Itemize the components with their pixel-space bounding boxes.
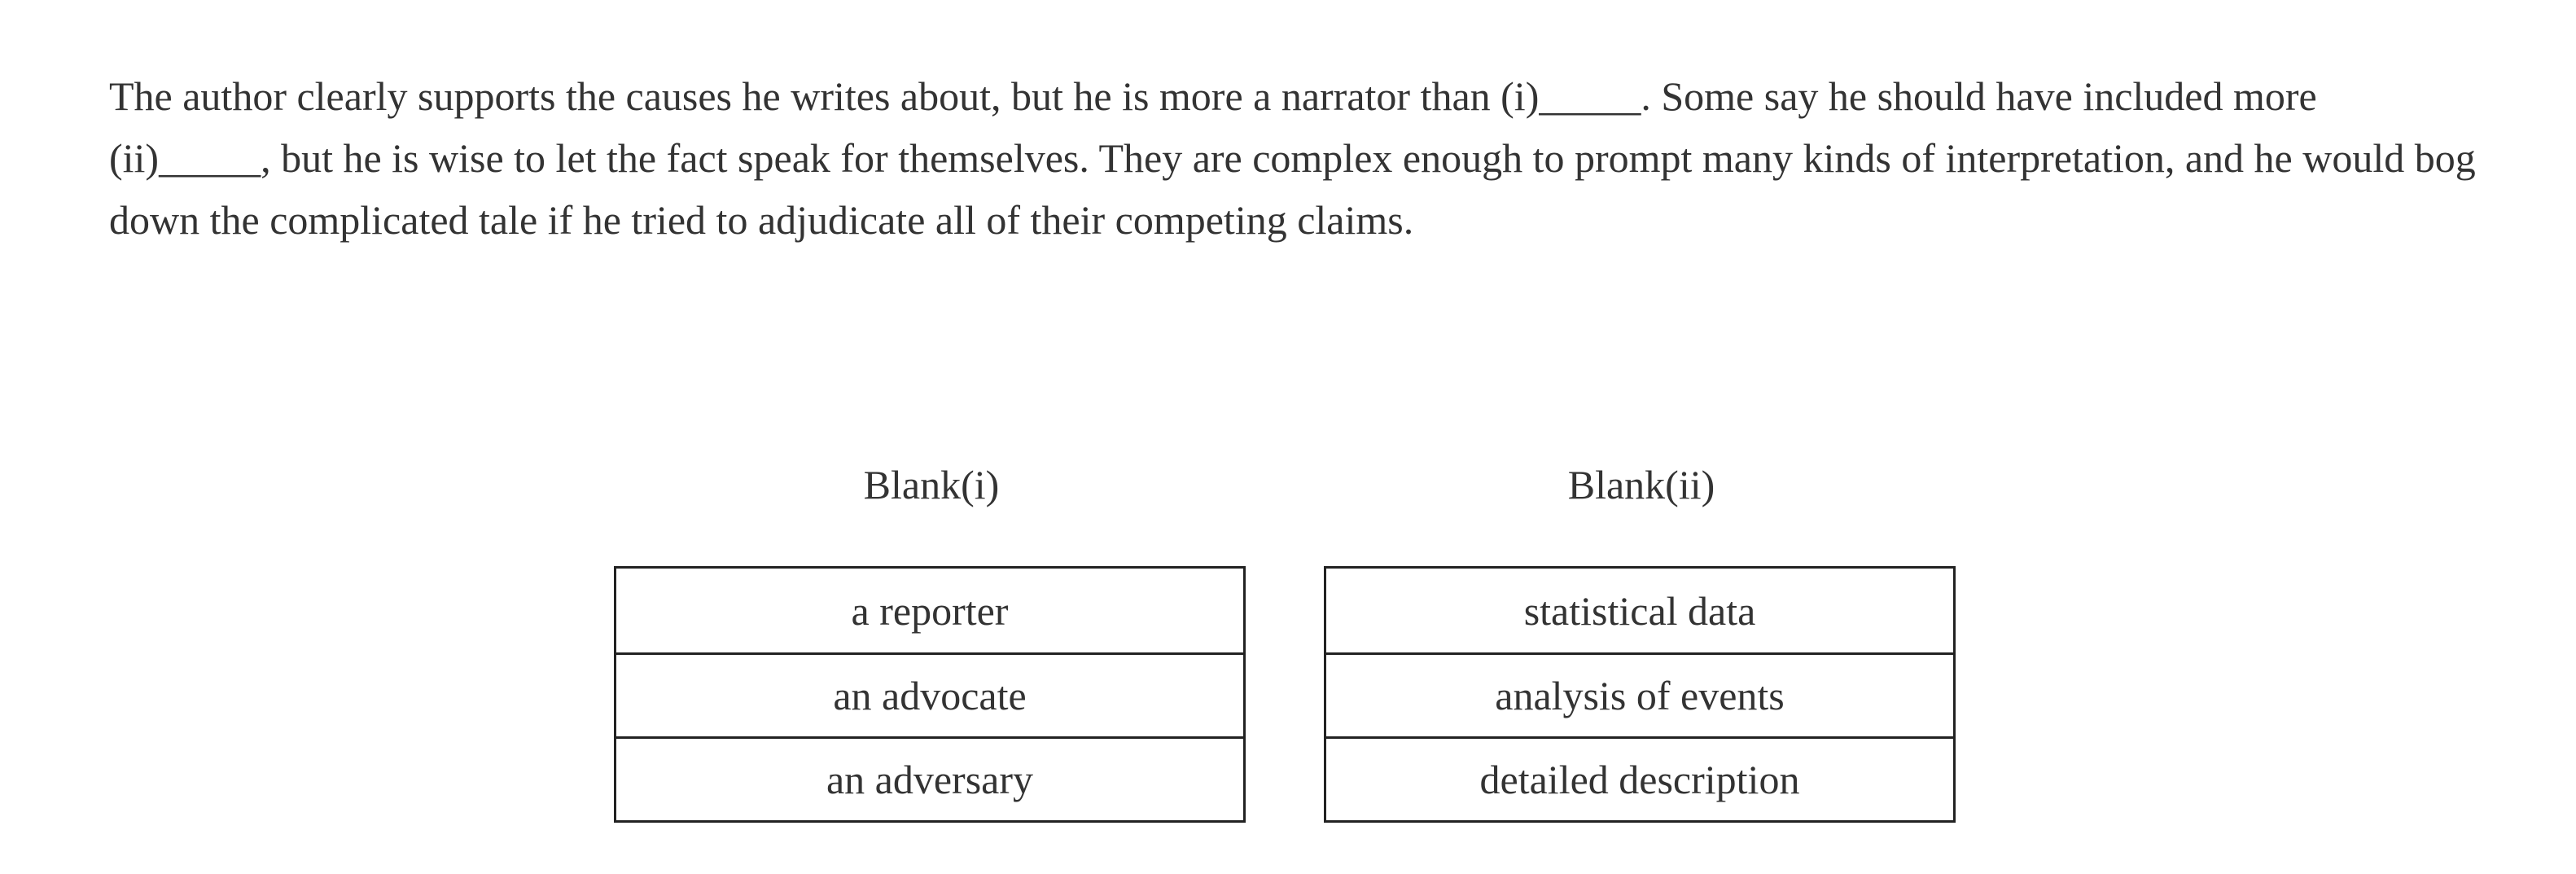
blank-ii-option-detailed-description[interactable]: detailed description xyxy=(1326,736,1953,820)
blank-ii-header: Blank(ii) xyxy=(1567,462,1715,507)
passage-text: The author clearly supports the causes he writes about, but he is more a narrator than (i)_____. Some say he should have included more (ii)_____, but he is wise to let the fact speak for themselves. They are complex enough to prompt many kinds of interpretation, and he would bog down the complicated tale if he tried to adjudicate all of their competing claims. xyxy=(109,73,2476,243)
blank-ii-option-analysis-of-events[interactable]: analysis of events xyxy=(1326,652,1953,736)
blank-i-options xyxy=(614,566,1246,823)
question-passage xyxy=(109,65,2486,251)
blank-i-option-an-adversary[interactable]: an adversary xyxy=(616,736,1243,820)
blank-i-header: Blank(i) xyxy=(863,462,1000,507)
blank-i-option-a-reporter[interactable]: a reporter xyxy=(851,587,1009,634)
blank-ii-option-statistical-data[interactable]: statistical data xyxy=(1523,587,1756,634)
blank-ii-options xyxy=(1324,566,1956,823)
blank-i-option-an-advocate[interactable]: an advocate xyxy=(616,652,1243,736)
